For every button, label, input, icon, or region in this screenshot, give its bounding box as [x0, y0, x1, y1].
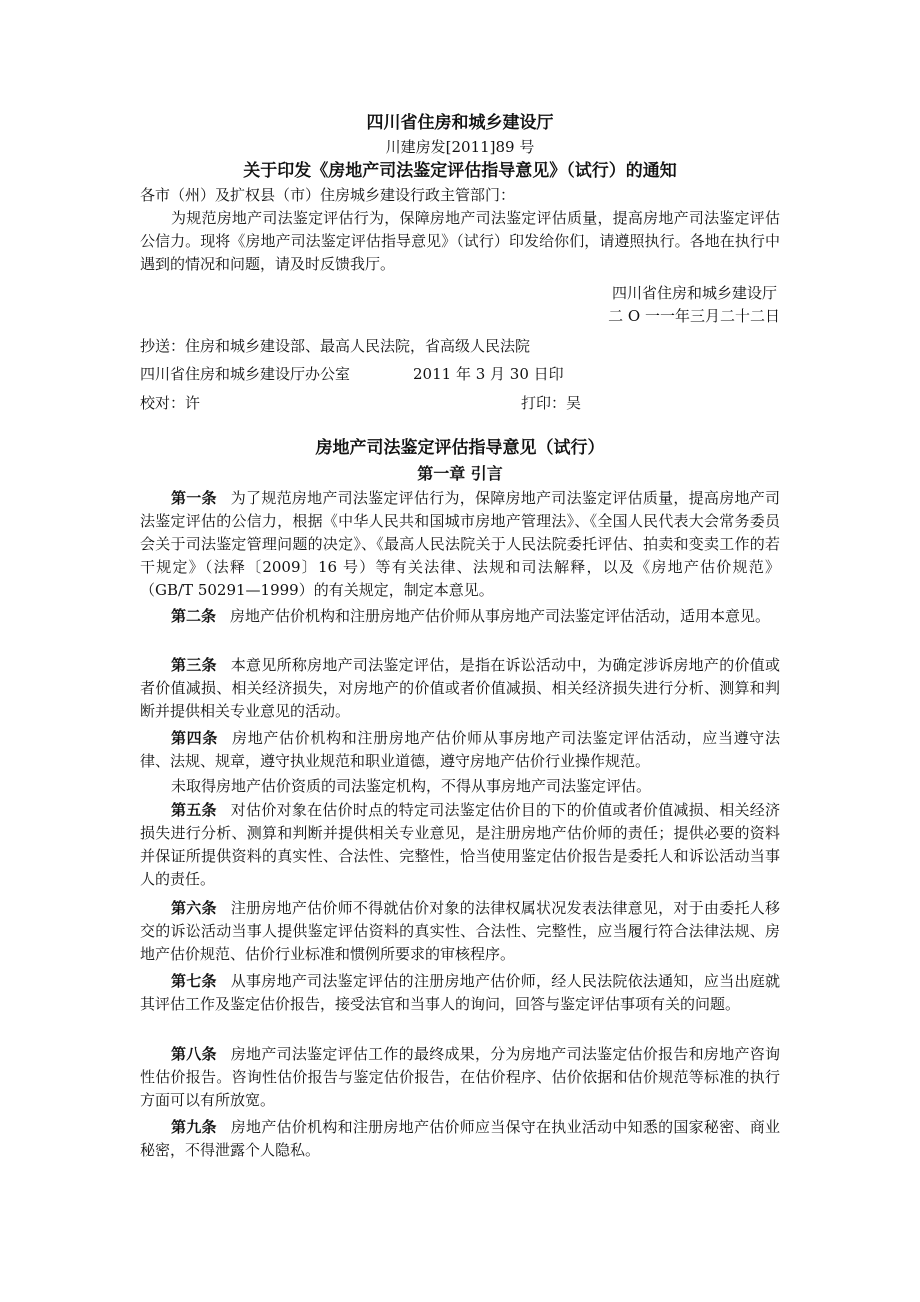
signature: 四川省住房和城乡建设厅 — [611, 284, 777, 302]
article — [140, 1116, 780, 1162]
article-label: 第一条 — [171, 489, 217, 507]
article-text: 房地产估价机构和注册房地产估价师从事房地产司法鉴定评估活动，应当遵守法律、法规、规章，遵守执业规范和职业道德，遵守房地产估价行业操作规范。 — [140, 729, 780, 770]
printer: 打印：吴 — [521, 394, 582, 412]
cc-list: 抄送：住房和城乡建设部、最高人民法院，省高级人民法院 — [140, 337, 531, 355]
recipients: 各市（州）及扩权县（市）住房城乡建设行政主管部门： — [140, 186, 516, 204]
article — [140, 799, 780, 891]
article-text: 注册房地产估价师不得就估价对象的法律权属状况发表法律意见，对于由委托人移交的诉讼活动当事人提供鉴定评估资料的真实性、合法性、完整性，应当履行符合法律法规、房地产估价规范、估价行业标准和惯例所要求的审核程序。 — [140, 899, 780, 963]
opinion-title: 房地产司法鉴定评估指导意见（试行） — [315, 438, 605, 458]
article — [140, 1043, 780, 1112]
proofreader: 校对：许 — [140, 394, 201, 412]
article-text: 房地产司法鉴定评估工作的最终成果，分为房地产司法鉴定估价报告和房地产咨询性估价报告。咨询性估价报告与鉴定估价报告，在估价程序、估价依据和估价规范等标准的执行方面可以有所放宽。 — [140, 1045, 780, 1109]
article-label: 第六条 — [171, 899, 217, 917]
article-paragraph — [140, 775, 780, 798]
document-number: 川建房发[2011]89 号 — [385, 138, 535, 156]
article-label: 第三条 — [171, 656, 217, 674]
article-text: 从事房地产司法鉴定评估的注册房地产估价师，经人民法院依法通知，应当出庭就其评估工作及鉴定估价报告，接受法官和当事人的询问，回答与鉴定评估事项有关的问题。 — [140, 972, 780, 1013]
article — [140, 605, 780, 628]
issuer-heading: 四川省住房和城乡建设厅 — [366, 113, 554, 133]
article-text: 房地产估价机构和注册房地产估价师从事房地产司法鉴定评估活动，适用本意见。 — [230, 607, 771, 625]
article — [140, 487, 780, 602]
article-label: 第五条 — [171, 801, 217, 819]
print-date: 2011 年 3 月 30 日印 — [413, 365, 564, 383]
article-text: 未取得房地产估价资质的司法鉴定机构，不得从事房地产司法鉴定评估。 — [171, 777, 652, 795]
article-text: 为了规范房地产司法鉴定评估行为，保障房地产司法鉴定评估质量，提高房地产司法鉴定评估的公信力，根据《中华人民共和国城市房地产管理法》、《全国人民代表大会常务委员会关于司法鉴定管理问题的决定》、《最高人民法院关于人民法院委托评估、拍卖和变卖工作的若干规定》（法释〔2009〕16 号）等有关法律、法规和司法解释，以及《房地产估价规范》（GB/T 50291—1999）的有关规定，制定本意见。 — [140, 489, 780, 599]
chapter-heading: 第一章 引言 — [417, 464, 503, 483]
article-text: 本意见所称房地产司法鉴定评估，是指在诉讼活动中，为确定涉诉房地产的价值或者价值减损、相关经济损失，对房地产的价值或者价值减损、相关经济损失进行分析、测算和判断并提供相关专业意见的活动。 — [140, 656, 780, 720]
issuing-office: 四川省住房和城乡建设厅办公室 — [140, 365, 351, 383]
article-text: 对估价对象在估价时点的特定司法鉴定估价目的下的价值或者价值减损、相关经济损失进行分析、测算和判断并提供相关专业意见，是注册房地产估价师的责任；提供必要的资料并保证所提供资料的真实性、合法性、完整性，恰当使用鉴定估价报告是委托人和诉讼活动当事人的责任。 — [140, 801, 780, 888]
notice-body: 为规范房地产司法鉴定评估行为，保障房地产司法鉴定评估质量，提高房地产司法鉴定评估公信力。现将《房地产司法鉴定评估指导意见》（试行）印发给你们，请遵照执行。各地在执行中遇到的情况和问题，请及时反馈我厅。 — [140, 209, 780, 273]
article-label: 第二条 — [171, 607, 217, 625]
article — [140, 727, 780, 773]
article-label: 第八条 — [171, 1045, 217, 1063]
notice-title: 关于印发《房地产司法鉴定评估指导意见》（试行）的通知 — [243, 161, 677, 181]
article-text: 房地产估价机构和注册房地产估价师应当保守在执业活动中知悉的国家秘密、商业秘密，不得泄露个人隐私。 — [140, 1118, 780, 1159]
issue-date: 二 O 一一年三月二十二日 — [608, 307, 780, 325]
article-label: 第七条 — [171, 972, 217, 990]
article-label: 第九条 — [171, 1118, 217, 1136]
article — [140, 897, 780, 966]
article-label: 第四条 — [171, 729, 219, 747]
article — [140, 654, 780, 723]
article — [140, 970, 780, 1016]
